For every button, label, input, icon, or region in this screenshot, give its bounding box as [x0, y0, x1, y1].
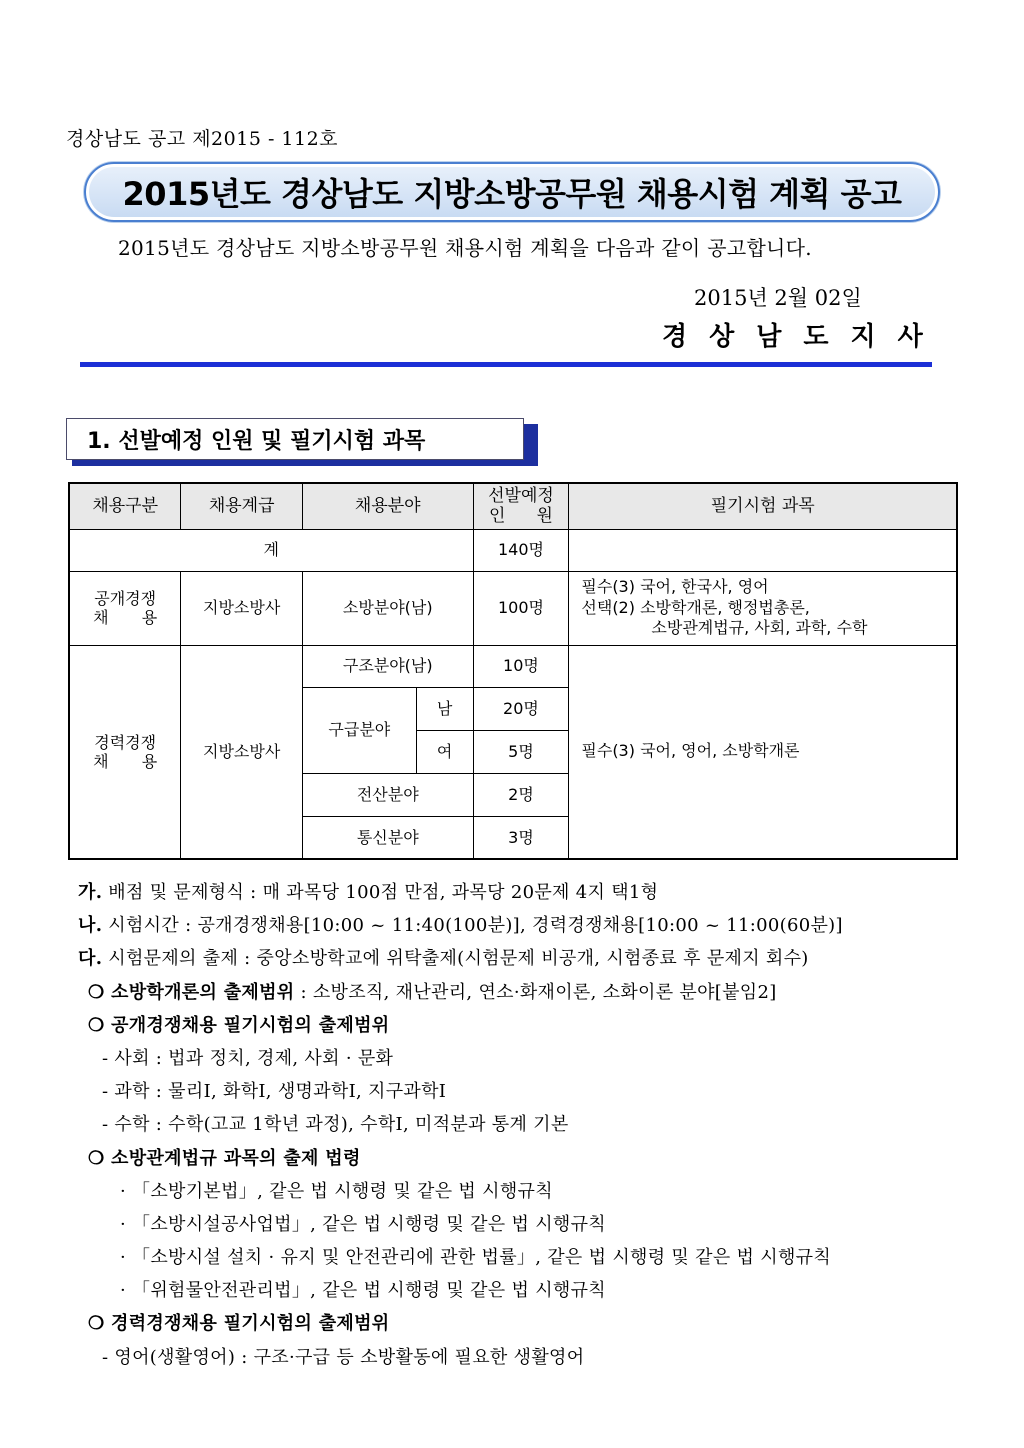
- open-category-char2: 용: [141, 608, 158, 627]
- ems-female-label: 여: [416, 730, 473, 773]
- ems-male-count: 20명: [473, 687, 569, 730]
- open-subjects-elective-cont: 소방관계법규, 사회, 과학, 수학: [651, 618, 868, 638]
- comm-field: 통신분야: [302, 816, 473, 859]
- header-grade: 채용계급: [181, 483, 303, 529]
- bullet-fire-science-title: ❍ 소방학개론의 출제범위: [88, 981, 295, 1003]
- list-item: · 「소방시설 설치 · 유지 및 안전관리에 관한 법률」, 같은 법 시행령 및 같은 법 시행규칙: [120, 1247, 832, 1269]
- ems-female-count: 5명: [473, 730, 569, 773]
- header-count-line2: [489, 506, 553, 526]
- career-grade: 지방소방사: [181, 645, 303, 859]
- career-category-line1: 경력경쟁: [94, 732, 157, 752]
- list-item: - 영어(생활영어) : 구조·구급 등 소방활동에 필요한 생활영어: [102, 1346, 585, 1368]
- issuer-name: 경상남도지사: [662, 322, 945, 352]
- bullet-fire-science: [78, 976, 843, 1009]
- notice-number: 경상남도 공고 제2015 - 112호: [66, 128, 339, 150]
- career-category-char1: 채: [93, 751, 109, 771]
- header-field: 채용분야: [302, 483, 473, 529]
- notes-list: [78, 876, 843, 1374]
- header-count: [473, 483, 569, 529]
- open-grade: 지방소방사: [181, 571, 303, 645]
- section-heading-box: [66, 418, 524, 460]
- note-da: [78, 942, 843, 975]
- it-count: 2명: [473, 773, 569, 816]
- note-na-text: 시험시간 : 공개경쟁채용[10:00 ~ 11:40(100분)], 경력경쟁채용[10:00 ~ 11:00(60분)]: [108, 915, 843, 937]
- rescue-count: 10명: [473, 645, 569, 687]
- list-item: · 「위험물안전관리법」, 같은 법 시행령 및 같은 법 시행규칙: [120, 1280, 606, 1302]
- career-category: [69, 645, 181, 859]
- intro-text: 2015년도 경상남도 지방소방공무원 채용시험 계획을 다음과 같이 공고합니다.: [118, 236, 812, 260]
- total-subjects: [569, 529, 957, 571]
- it-field: 전산분야: [302, 773, 473, 816]
- table-row-open: [69, 571, 957, 645]
- open-category-line2: [93, 608, 157, 627]
- open-category: [69, 571, 181, 645]
- open-subjects: [569, 571, 957, 645]
- total-count: 140명: [473, 529, 569, 571]
- note-ga-text: 배점 및 문제형식 : 매 과목당 100점 만점, 과목당 20문제 4지 택1형: [108, 882, 659, 903]
- bullet-career-scope: ❍ 경력경쟁채용 필기시험의 출제범위: [88, 1313, 390, 1335]
- bullet-fire-science-text: : 소방조직, 재난관리, 연소·화재이론, 소화이론 분야[붙임2]: [294, 981, 777, 1003]
- page-title: 2015년도 경상남도 지방소방공무원 채용시험 계획 공고: [122, 175, 902, 213]
- open-subjects-elective: 선택(2) 소방학개론, 행정법총론,: [581, 597, 810, 617]
- list-item: - 사회 : 법과 정치, 경제, 사회 · 문화: [102, 1047, 394, 1069]
- note-da-label: 다.: [78, 948, 103, 970]
- note-ga: [78, 876, 843, 909]
- header-count-char1: 인: [488, 506, 506, 527]
- list-item: - 과학 : 물리Ⅰ, 화학Ⅰ, 생명과학Ⅰ, 지구과학Ⅰ: [102, 1081, 447, 1103]
- comm-count: 3명: [473, 816, 569, 859]
- table-row-total: [69, 529, 957, 571]
- career-subjects: 필수(3) 국어, 영어, 소방학개론: [569, 645, 957, 859]
- header-count-char2: 원: [536, 506, 553, 527]
- bullet-open-scope: ❍ 공개경쟁채용 필기시험의 출제범위: [88, 1014, 390, 1036]
- list-item: · 「소방기본법」, 같은 법 시행령 및 같은 법 시행규칙: [120, 1180, 553, 1202]
- header-subjects: 필기시험 과목: [569, 483, 957, 529]
- note-ga-label: 가.: [78, 882, 103, 903]
- ems-field: 구급분야: [302, 687, 416, 773]
- career-category-char2: 용: [141, 751, 158, 771]
- rescue-field: 구조분야(남): [302, 645, 473, 687]
- announcement-date: 2015년 2월 02일: [694, 286, 862, 310]
- section-heading: 1. 선발예정 인원 및 필기시험 과목: [87, 428, 426, 454]
- bullet-fire-law: ❍ 소방관계법규 과목의 출제 법령: [88, 1147, 361, 1169]
- note-da-text: 시험문제의 출제 : 중앙소방학교에 위탁출제(시험문제 비공개, 시험종료 후 문제지 회수): [108, 948, 809, 970]
- open-category-line1: 공개경쟁: [94, 588, 157, 608]
- header-divider: [80, 362, 932, 367]
- note-na-label: 나.: [78, 915, 103, 937]
- table-header-row: [69, 483, 957, 529]
- open-category-char1: 채: [93, 608, 109, 627]
- open-subjects-required: 필수(3) 국어, 한국사, 영어: [581, 576, 769, 596]
- open-field: 소방분야(남): [302, 571, 473, 645]
- table-row-rescue: [69, 645, 957, 687]
- header-count-line1: 선발예정: [488, 485, 554, 506]
- note-na: [78, 909, 843, 942]
- title-banner: [84, 162, 940, 222]
- list-item: - 수학 : 수학(고교 1학년 과정), 수학Ⅰ, 미적분과 통계 기본: [102, 1114, 569, 1136]
- ems-male-label: 남: [416, 687, 473, 730]
- recruitment-table: [68, 482, 958, 860]
- career-category-line2: [93, 752, 157, 771]
- header-category: 채용구분: [69, 483, 181, 529]
- list-item: · 「소방시설공사업법」, 같은 법 시행령 및 같은 법 시행규칙: [120, 1213, 606, 1235]
- open-count: 100명: [473, 571, 569, 645]
- total-label: 계: [69, 529, 473, 571]
